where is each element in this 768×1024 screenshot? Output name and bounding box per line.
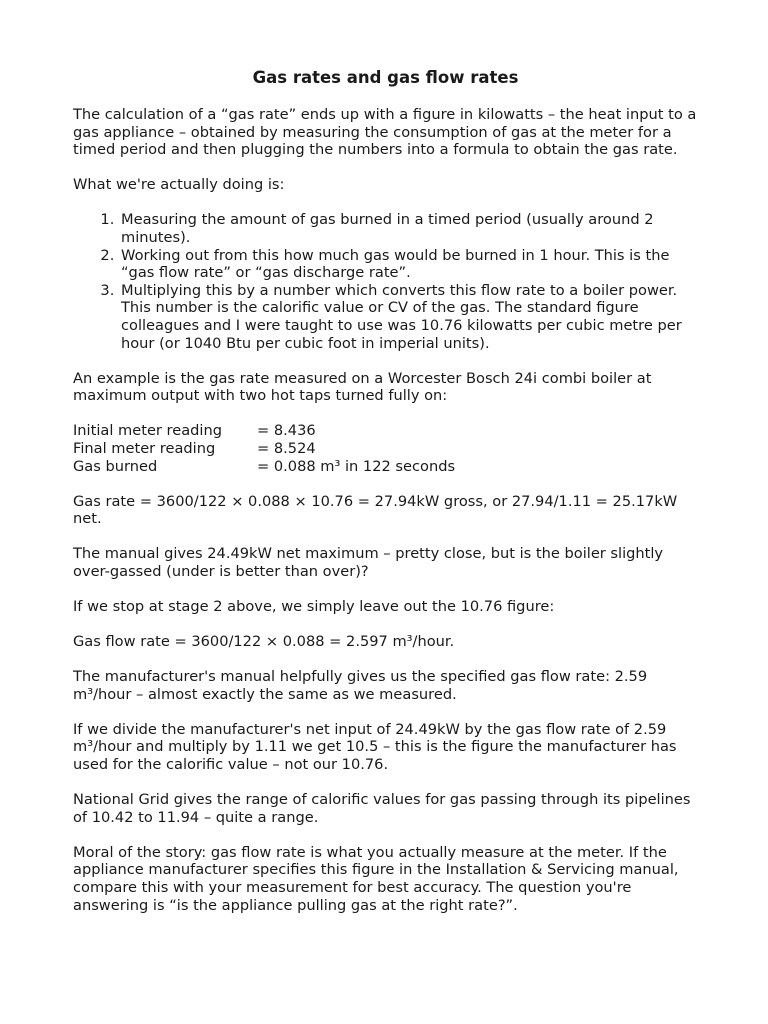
manual-comparison: The manual gives 24.49kW net maximum – pretty close, but is the boiler slightly over-gassed (under is better than over)? (73, 545, 664, 580)
cv-derivation: If we divide the manufacturer's net input of 24.49kW by the gas flow rate of 2.59 m³/hour and multiply by 1.11 we get 10.5 – this is the figure the manufacturer has used for the calorific value – not our 10.76. (73, 720, 677, 774)
intro-paragraph: The calculation of a “gas rate” ends up with a figure in kilowatts – the heat input to a gas appliance – obtained by measuring the consumption of gas at the meter for a timed period and then plugging the numbers into a formula to obtain the gas rate. (73, 106, 697, 159)
stage-2-note: If we stop at stage 2 above, we simply leave out the 10.76 figure: (73, 597, 555, 615)
document-page (73, 67, 698, 932)
reading-value: = 8.524 (257, 439, 316, 457)
reading-value: = 0.088 m³ in 122 seconds (257, 457, 456, 475)
reading-row (73, 440, 698, 458)
reading-label: Initial meter reading (73, 422, 222, 440)
reading-label: Final meter reading (73, 439, 216, 457)
reading-row (73, 458, 698, 476)
meter-readings (73, 422, 698, 475)
step-item: 2. Working out from this how much gas would be burned in 1 hour. This is the “gas flow rate” or “gas discharge rate”. (119, 247, 698, 282)
moral-paragraph: Moral of the story: gas flow rate is what you actually measure at the meter. If the appliance manufacturer specifies this figure in the Installation & Servicing manual, compare this with your measurement for best accuracy. The question you're answering is “is the appliance pulling gas at the right rate?”. (73, 843, 679, 914)
step-item: 1. Measuring the amount of gas burned in a timed period (usually around 2 minutes). (119, 211, 698, 246)
reading-value: = 8.436 (257, 422, 316, 440)
example-intro: An example is the gas rate measured on a Worcester Bosch 24i combi boiler at maximum output with two hot taps turned fully on: (73, 369, 652, 405)
reading-row (73, 422, 698, 440)
document-title: Gas rates and gas flow rates (252, 68, 519, 87)
manufacturer-flow-rate: The manufacturer's manual helpfully gives us the specified gas flow rate: 2.59 m³/hour – almost exactly the same as we measured. (73, 668, 648, 703)
steps-list (73, 211, 698, 352)
gas-rate-calculation: Gas rate = 3600/122 × 0.088 × 10.76 = 27.94kW gross, or 27.94/1.11 = 25.17kW net. (73, 492, 678, 528)
national-grid-range: National Grid gives the range of calorific values for gas passing through its pipelines of 10.42 to 11.94 – quite a range. (73, 791, 691, 826)
flow-rate-calculation: Gas flow rate = 3600/122 × 0.088 = 2.597 m³/hour. (73, 633, 455, 651)
steps-intro: What we're actually doing is: (73, 176, 285, 194)
step-item: 3. Multiplying this by a number which converts this flow rate to a boiler power. This number is the calorific value or CV of the gas. The standard figure colleagues and I were taught to use was 10.76 kilowatts per cubic metre per hour (or 1040 Btu per cubic foot in imperial units). (119, 282, 698, 352)
reading-label: Gas burned (73, 457, 158, 475)
